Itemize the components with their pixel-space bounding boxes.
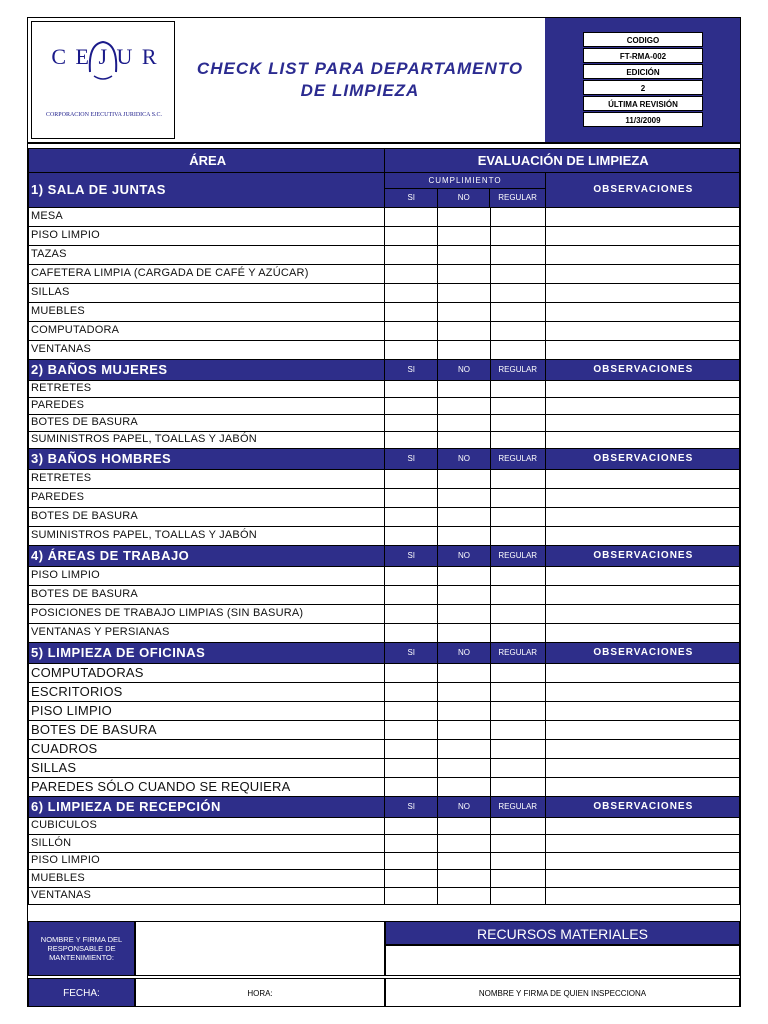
checklist-item-label: RETRETES [29,469,385,488]
checkbox-si[interactable] [385,340,438,359]
header-divider [28,142,740,146]
checkbox-si[interactable] [385,245,438,264]
checklist-row [29,701,740,720]
checklist-row [29,682,740,701]
checkbox-regular[interactable] [490,566,545,585]
checklist-item-label: SILLAS [29,283,385,302]
col-regular: REGULAR [490,796,545,817]
col-regular: REGULAR [490,189,545,207]
checkbox-si[interactable] [385,207,438,226]
checklist-sheet [27,17,741,1007]
checklist-item-label: SUMINISTROS PAPEL, TOALLAS Y JABÓN [29,526,385,545]
checklist-item-label: POSICIONES DE TRABAJO LIMPIAS (SIN BASURA) [29,604,385,623]
checkbox-regular[interactable] [490,663,545,682]
checklist-item-label: PAREDES SÓLO CUANDO SE REQUIERA [29,777,385,796]
checklist-row [29,566,740,585]
observaciones-field[interactable] [545,526,739,545]
edicion-value: 2 [583,80,703,95]
checkbox-si[interactable] [385,835,438,853]
col-no: NO [438,642,491,663]
checkbox-regular[interactable] [490,207,545,226]
checklist-item-label: SILLAS [29,758,385,777]
title-box [175,18,545,142]
checkbox-si[interactable] [385,585,438,604]
checkbox-si[interactable] [385,302,438,321]
observaciones-field[interactable] [545,283,739,302]
col-observaciones: OBSERVACIONES [545,173,739,208]
checkbox-regular[interactable] [490,226,545,245]
checkbox-si[interactable] [385,321,438,340]
col-si: SI [385,448,438,469]
checkbox-no[interactable] [438,321,491,340]
checkbox-si[interactable] [385,887,438,905]
checklist-row [29,835,740,853]
checkbox-regular[interactable] [490,758,545,777]
col-si: SI [385,359,438,380]
col-regular: REGULAR [490,448,545,469]
checkbox-regular[interactable] [490,623,545,642]
checkbox-si[interactable] [385,777,438,796]
col-regular: REGULAR [490,642,545,663]
checkbox-si[interactable] [385,414,438,431]
checkbox-no[interactable] [438,817,491,835]
checkbox-si[interactable] [385,526,438,545]
checkbox-regular[interactable] [490,817,545,835]
checklist-row [29,870,740,888]
col-no: NO [438,359,491,380]
recursos-materiales-label: RECURSOS MATERIALES [385,921,740,945]
observaciones-field[interactable] [545,739,739,758]
observaciones-field[interactable] [545,604,739,623]
observaciones-field[interactable] [545,397,739,414]
checkbox-si[interactable] [385,701,438,720]
checkbox-si[interactable] [385,226,438,245]
checklist-row [29,414,740,431]
section-header [29,642,740,663]
col-si: SI [385,642,438,663]
checkbox-regular[interactable] [490,682,545,701]
hora-field[interactable]: HORA: [135,978,385,1007]
checkbox-no[interactable] [438,852,491,870]
checklist-row [29,469,740,488]
checklist-item-label: CUBICULOS [29,817,385,835]
checkbox-no[interactable] [438,604,491,623]
checkbox-regular[interactable] [490,264,545,283]
checklist-item-label: PAREDES [29,397,385,414]
checklist-row [29,397,740,414]
checkbox-no[interactable] [438,663,491,682]
checklist-row [29,488,740,507]
section-header [29,359,740,380]
checklist-row [29,207,740,226]
checkbox-regular[interactable] [490,431,545,448]
col-no: NO [438,545,491,566]
col-no: NO [438,189,490,207]
checklist-row [29,340,740,359]
checkbox-regular[interactable] [490,720,545,739]
checklist-row [29,887,740,905]
checkbox-si[interactable] [385,283,438,302]
checkbox-no[interactable] [438,507,491,526]
observaciones-field[interactable] [545,264,739,283]
section-header [29,545,740,566]
checkbox-regular[interactable] [490,507,545,526]
checklist-row [29,507,740,526]
observaciones-field[interactable] [545,207,739,226]
checkbox-regular[interactable] [490,414,545,431]
codigo-value: FT-RMA-002 [583,48,703,63]
checklist-table [28,148,740,905]
checkbox-si[interactable] [385,852,438,870]
observaciones-field[interactable] [545,623,739,642]
checkbox-no[interactable] [438,887,491,905]
col-no: NO [438,796,491,817]
checkbox-si[interactable] [385,758,438,777]
checklist-row [29,720,740,739]
checkbox-no[interactable] [438,739,491,758]
checkbox-si[interactable] [385,623,438,642]
section-header [29,448,740,469]
checklist-item-label: SILLÓN [29,835,385,853]
checklist-row [29,663,740,682]
checkbox-regular[interactable] [490,380,545,397]
checklist-item-label: COMPUTADORA [29,321,385,340]
checklist-row [29,283,740,302]
col-observaciones: OBSERVACIONES [545,796,739,817]
checkbox-no[interactable] [438,264,491,283]
checkbox-no[interactable] [438,414,491,431]
checklist-row [29,431,740,448]
checkbox-si[interactable] [385,566,438,585]
section-title: 5) LIMPIEZA DE OFICINAS [29,642,385,663]
checkbox-si[interactable] [385,604,438,623]
checkbox-regular[interactable] [490,488,545,507]
checkbox-no[interactable] [438,207,491,226]
checklist-item-label: MUEBLES [29,302,385,321]
checkbox-no[interactable] [438,340,491,359]
checklist-item-label: PISO LIMPIO [29,226,385,245]
checklist-item-label: PISO LIMPIO [29,852,385,870]
checkbox-regular[interactable] [490,739,545,758]
checkbox-regular[interactable] [490,604,545,623]
checklist-item-label: MUEBLES [29,870,385,888]
checkbox-no[interactable] [438,283,491,302]
checkbox-no[interactable] [438,758,491,777]
checkbox-si[interactable] [385,469,438,488]
checkbox-si[interactable] [385,817,438,835]
checkbox-no[interactable] [438,623,491,642]
maintenance-signature-label: NOMBRE Y FIRMA DEL RESPONSABLE DE MANTENIMIENTO: [28,921,135,976]
observaciones-field[interactable] [545,870,739,888]
observaciones-field[interactable] [545,302,739,321]
checkbox-no[interactable] [438,380,491,397]
code-block [545,18,740,142]
edicion-label: EDICIÓN [583,64,703,79]
checkbox-no[interactable] [438,701,491,720]
observaciones-field[interactable] [545,585,739,604]
section-title: 4) ÁREAS DE TRABAJO [29,545,385,566]
observaciones-field[interactable] [545,245,739,264]
checklist-row [29,585,740,604]
checkbox-si[interactable] [385,507,438,526]
document-title: CHECK LIST PARA DEPARTAMENTO DE LIMPIEZA [196,59,524,100]
inspector-signature-field[interactable]: NOMBRE Y FIRMA DE QUIEN INSPECCIONA [385,978,740,1007]
section-header [29,173,740,208]
checklist-row [29,302,740,321]
checkbox-regular[interactable] [490,852,545,870]
checkbox-no[interactable] [438,835,491,853]
checkbox-si[interactable] [385,870,438,888]
checkbox-no[interactable] [438,870,491,888]
observaciones-field[interactable] [545,431,739,448]
cumplimiento-label: CUMPLIMIENTO [385,173,544,189]
area-header: ÁREA [29,149,385,173]
checklist-row [29,245,740,264]
checkbox-no[interactable] [438,226,491,245]
checkbox-regular[interactable] [490,302,545,321]
checklist-row [29,380,740,397]
revision-label: ÚLTIMA REVISIÓN [583,96,703,111]
checkbox-no[interactable] [438,431,491,448]
checkbox-regular[interactable] [490,245,545,264]
col-si: SI [385,545,438,566]
checklist-item-label: VENTANAS [29,340,385,359]
company-logo [31,21,175,139]
checklist-item-label: BOTES DE BASURA [29,507,385,526]
checklist-item-label: COMPUTADORAS [29,663,385,682]
checkbox-regular[interactable] [490,585,545,604]
checklist-item-label: VENTANAS Y PERSIANAS [29,623,385,642]
col-si: SI [385,796,438,817]
checklist-item-label: PISO LIMPIO [29,701,385,720]
checklist-row [29,264,740,283]
observaciones-field[interactable] [545,682,739,701]
observaciones-field[interactable] [545,488,739,507]
checkbox-no[interactable] [438,720,491,739]
checklist-row [29,623,740,642]
observaciones-field[interactable] [545,566,739,585]
checkbox-regular[interactable] [490,283,545,302]
checkbox-regular[interactable] [490,777,545,796]
checkbox-regular[interactable] [490,526,545,545]
checkbox-si[interactable] [385,720,438,739]
checkbox-si[interactable] [385,682,438,701]
logo-letters: C E J U R [51,44,159,69]
checkbox-regular[interactable] [490,321,545,340]
checklist-item-label: TAZAS [29,245,385,264]
checkbox-regular[interactable] [490,701,545,720]
checkbox-no[interactable] [438,682,491,701]
checklist-row [29,226,740,245]
revision-value: 11/3/2009 [583,112,703,127]
checklist-row [29,321,740,340]
maintenance-signature-field[interactable] [135,921,385,976]
section-title: 1) SALA DE JUNTAS [29,173,385,208]
logo-subtitle: CORPORACION EJECUTIVA JURIDICA S.C. [45,112,163,118]
evaluation-header: EVALUACIÓN DE LIMPIEZA [385,149,740,173]
checklist-item-label: RETRETES [29,380,385,397]
checklist-row [29,526,740,545]
checklist-item-label: CAFETERA LIMPIA (CARGADA DE CAFÉ Y AZÚCAR) [29,264,385,283]
observaciones-field[interactable] [545,720,739,739]
checkbox-si[interactable] [385,488,438,507]
header [28,18,740,142]
checklist-item-label: SUMINISTROS PAPEL, TOALLAS Y JABÓN [29,431,385,448]
checkbox-regular[interactable] [490,870,545,888]
section-title: 3) BAÑOS HOMBRES [29,448,385,469]
checkbox-no[interactable] [438,302,491,321]
observaciones-field[interactable] [545,321,739,340]
footer [28,921,740,1007]
observaciones-field[interactable] [545,817,739,835]
col-observaciones: OBSERVACIONES [545,359,739,380]
col-no: NO [438,448,491,469]
observaciones-field[interactable] [545,852,739,870]
col-observaciones: OBSERVACIONES [545,448,739,469]
observaciones-field[interactable] [545,226,739,245]
col-observaciones: OBSERVACIONES [545,642,739,663]
checklist-row [29,758,740,777]
observaciones-field[interactable] [545,340,739,359]
checklist-item-label: BOTES DE BASURA [29,720,385,739]
checklist-item-label: VENTANAS [29,887,385,905]
checkbox-no[interactable] [438,566,491,585]
checkbox-si[interactable] [385,397,438,414]
section-header [29,796,740,817]
checkbox-regular[interactable] [490,397,545,414]
checkbox-no[interactable] [438,585,491,604]
checkbox-no[interactable] [438,397,491,414]
observaciones-field[interactable] [545,758,739,777]
section-title: 6) LIMPIEZA DE RECEPCIÓN [29,796,385,817]
checkbox-no[interactable] [438,526,491,545]
section-title: 2) BAÑOS MUJERES [29,359,385,380]
observaciones-field[interactable] [545,701,739,720]
checklist-item-label: ESCRITORIOS [29,682,385,701]
checklist-item-label: BOTES DE BASURA [29,585,385,604]
checkbox-si[interactable] [385,264,438,283]
codigo-label: CODIGO [583,32,703,47]
checkbox-no[interactable] [438,245,491,264]
checklist-item-label: MESA [29,207,385,226]
checklist-item-label: CUADROS [29,739,385,758]
checklist-item-label: BOTES DE BASURA [29,414,385,431]
observaciones-field[interactable] [545,663,739,682]
observaciones-field[interactable] [545,414,739,431]
checklist-item-label: PISO LIMPIO [29,566,385,585]
checkbox-si[interactable] [385,431,438,448]
observaciones-field[interactable] [545,777,739,796]
col-regular: REGULAR [490,545,545,566]
observaciones-field[interactable] [545,380,739,397]
fecha-label: FECHA: [28,978,135,1007]
observaciones-field[interactable] [545,887,739,905]
checklist-row [29,817,740,835]
checklist-row [29,777,740,796]
col-observaciones: OBSERVACIONES [545,545,739,566]
observaciones-field[interactable] [545,469,739,488]
checklist-row [29,852,740,870]
checklist-row [29,739,740,758]
checkbox-regular[interactable] [490,835,545,853]
checkbox-si[interactable] [385,739,438,758]
checkbox-no[interactable] [438,469,491,488]
col-regular: REGULAR [490,359,545,380]
observaciones-field[interactable] [545,835,739,853]
checkbox-no[interactable] [438,777,491,796]
col-si: SI [385,189,437,207]
observaciones-field[interactable] [545,507,739,526]
checkbox-regular[interactable] [490,887,545,905]
checkbox-regular[interactable] [490,469,545,488]
cumplimiento-group [385,173,545,208]
checklist-row [29,604,740,623]
checkbox-si[interactable] [385,380,438,397]
checkbox-regular[interactable] [490,340,545,359]
checkbox-si[interactable] [385,663,438,682]
checklist-item-label: PAREDES [29,488,385,507]
recursos-materiales-field[interactable] [385,945,740,976]
checkbox-no[interactable] [438,488,491,507]
